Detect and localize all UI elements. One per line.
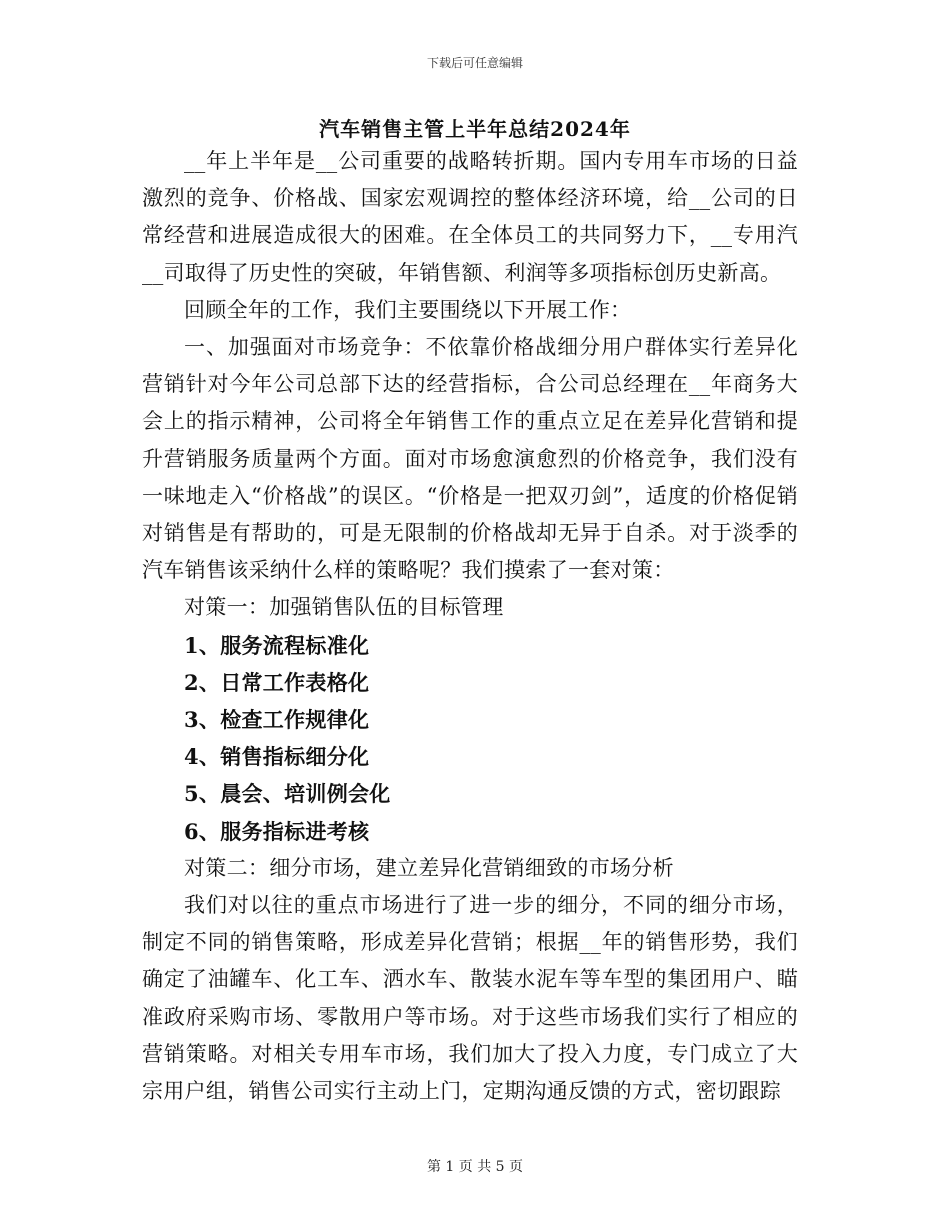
paragraph: __年上半年是__公司重要的战略转折期。国内专用车市场的日益激烈的竞争、价格战、国家宏观调控的整体经济环境，给__公司的日常经营和进展造成很大的困难。在全体员工的共同努力下，__专用汽__司取得了历史性的突破，年销售额、利润等多项指标创历史新高。 xyxy=(142,149,798,285)
paragraph: 一、加强面对市场竞争：不依靠价格战细分用户群体实行差异化营销针对今年公司总部下达的经营指标，合公司总经理在__年商务大会上的指示精神，公司将全年销售工作的重点立足在差异化营销和提升营销服务质量两个方面。面对市场愈演愈烈的价格竞争，我们没有一味地走入“价格战”的误区。“价格是一把双刃剑”，适度的价格促销对销售是有帮助的，可是无限制的价格战却无异于自杀。对于淡季的汽车销售该采纳什么样的策略呢？我们摸索了一套对策： xyxy=(142,335,798,583)
list-item: 2、日常工作表格化 xyxy=(184,669,370,695)
paragraph: 回顾全年的工作，我们主要围绕以下开展工作： xyxy=(184,297,632,322)
paragraph: 对策一：加强销售队伍的目标管理 xyxy=(184,595,504,620)
document-title: 汽车销售主管上半年总结2024年 xyxy=(319,117,631,141)
document-body xyxy=(142,143,798,1110)
list-item: 6、服务指标进考核 xyxy=(184,818,370,844)
page-number: 第 1 页 共 5 页 xyxy=(426,1159,524,1175)
list-item: 3、检查工作规律化 xyxy=(184,707,370,733)
paragraph: 我们对以往的重点市场进行了进一步的细分，不同的细分市场，制定不同的销售策略，形成差异化营销；根据__年的销售形势，我们确定了油罐车、化工车、洒水车、散装水泥车等车型的集团用户、瞄准政府采购市场、零散用户等市场。对于这些市场我们实行了相应的营销策略。对相关专用车市场，我们加大了投入力度，专门成立了大宗用户组，销售公司实行主动上门，定期沟通反馈的方式，密切跟踪 xyxy=(142,893,798,1104)
list-item: 4、销售指标细分化 xyxy=(184,744,370,770)
header-note: 下载后可任意编辑 xyxy=(426,56,523,70)
list-item: 1、服务流程标准化 xyxy=(184,632,370,658)
paragraph: 对策二：细分市场，建立差异化营销细致的市场分析 xyxy=(184,855,674,880)
list-item: 5、晨会、培训例会化 xyxy=(184,781,391,807)
